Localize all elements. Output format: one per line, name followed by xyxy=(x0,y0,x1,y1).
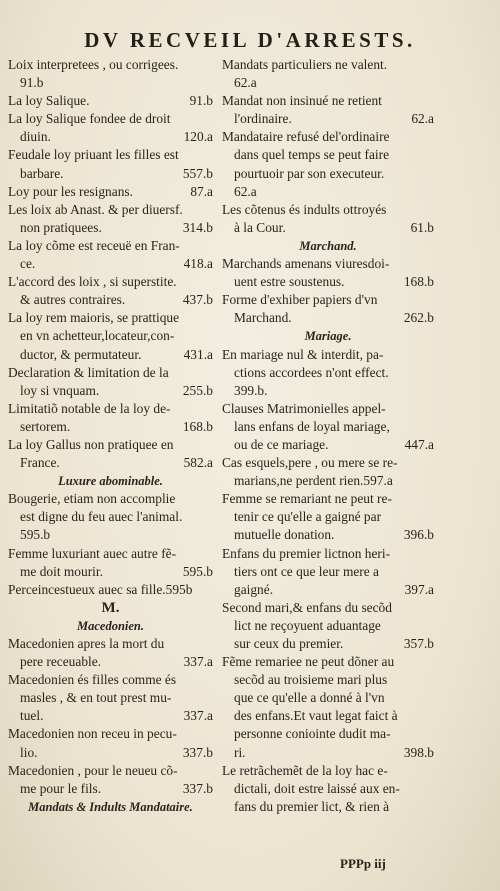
page-reference: 255.b xyxy=(182,382,213,398)
entry-text: La loy Gallus non pratiquee en xyxy=(8,436,174,452)
page-reference: 447.a xyxy=(404,436,434,452)
index-line xyxy=(222,581,434,599)
index-line xyxy=(222,346,434,364)
page-reference: 418.a xyxy=(183,256,213,272)
index-line xyxy=(222,725,434,743)
index-line xyxy=(8,237,213,255)
index-line xyxy=(222,165,434,183)
index-line xyxy=(8,472,213,490)
index-line xyxy=(8,635,213,653)
index-line xyxy=(8,508,213,526)
entry-text: que ce qu'elle a donné à l'vn xyxy=(234,690,385,706)
entry-text: des enfans.Et vaut legat faict à xyxy=(234,708,398,724)
entry-text: masles , & en tout prest mu- xyxy=(20,690,172,706)
entry-text: Macedonien non receu in pecu- xyxy=(8,726,177,742)
page-reference: 62.a xyxy=(411,111,434,127)
entry-text: lans enfans de loyal mariage, xyxy=(234,418,390,434)
index-line xyxy=(222,273,434,291)
index-line xyxy=(8,165,213,183)
entry-text: & autres contraires. xyxy=(20,292,126,308)
entry-text: France. xyxy=(20,455,60,471)
index-line xyxy=(222,291,434,309)
index-line xyxy=(222,327,434,345)
index-line xyxy=(8,653,213,671)
entry-text: Perceincestueux auec sa fille.595b xyxy=(8,581,193,597)
entry-text: ductor, & permutateur. xyxy=(20,346,142,362)
entry-text: 399.b. xyxy=(234,382,268,398)
entry-text: Clauses Matrimonielles appel- xyxy=(222,400,386,416)
index-line xyxy=(8,545,213,563)
index-line xyxy=(222,128,434,146)
page-reference: 396.b xyxy=(403,527,434,543)
entry-text: Macedonien , pour le neueu cõ- xyxy=(8,762,178,778)
entry-text: mutuelle donation. xyxy=(234,527,335,543)
index-line xyxy=(8,581,213,599)
index-line xyxy=(222,92,434,110)
entry-text: Femme se remariant ne peut re- xyxy=(222,491,392,507)
entry-text: marians,ne perdent rien.597.a xyxy=(234,473,393,489)
index-line xyxy=(222,617,434,635)
index-line xyxy=(222,183,434,201)
entry-text: lict ne reçoyuent aduantage xyxy=(234,617,381,633)
index-line xyxy=(222,400,434,418)
entry-text: non pratiquees. xyxy=(20,219,102,235)
page-reference: 397.a xyxy=(404,581,434,597)
index-line xyxy=(8,255,213,273)
entry-text: 595.b xyxy=(20,527,51,543)
index-line xyxy=(222,635,434,653)
index-line xyxy=(222,689,434,707)
index-line xyxy=(8,364,213,382)
page-reference: 595.b xyxy=(182,563,213,579)
entry-text: Macedonien és filles comme és xyxy=(8,672,177,688)
entry-text: La loy cõme est receuë en Fran- xyxy=(8,237,180,253)
entry-text: Luxure abominable. xyxy=(58,474,163,489)
index-line xyxy=(8,327,213,345)
entry-text: sur ceux du premier. xyxy=(234,636,344,651)
entry-text: Macedonien. xyxy=(76,618,144,633)
entry-text: en vn achetteur,locateur,con- xyxy=(20,328,175,344)
entry-text: Marchands amenans viuresdoi- xyxy=(222,256,390,272)
entry-text: Feudale loy priuant les filles est xyxy=(8,147,179,163)
page-reference: 337.b xyxy=(182,780,213,796)
entry-text: Mandat non insinué ne retient xyxy=(222,93,382,109)
index-line xyxy=(222,563,434,581)
entry-text: Loy pour les resignans. xyxy=(8,183,133,199)
index-line xyxy=(8,762,213,780)
index-line xyxy=(222,237,434,255)
index-line xyxy=(222,707,434,725)
index-line xyxy=(222,526,434,544)
index-line xyxy=(8,382,213,400)
index-line xyxy=(8,146,213,164)
entry-text: 91.b xyxy=(20,75,44,91)
entry-text: tiers ont ce que leur mere a xyxy=(234,563,379,579)
page-reference: 262.b xyxy=(403,310,434,326)
index-line xyxy=(222,146,434,164)
entry-text: Les cõtenus és indults ottroyés xyxy=(222,201,387,217)
index-line xyxy=(8,183,213,201)
page-reference: 120.a xyxy=(183,129,213,145)
index-line xyxy=(8,309,213,327)
index-line xyxy=(222,653,434,671)
entry-text: pere receuable. xyxy=(20,654,102,670)
entry-text: 62.a xyxy=(234,183,257,199)
entry-text: La loy Salique fondee de droit xyxy=(8,111,171,127)
page-reference: 557.b xyxy=(182,165,213,181)
index-line xyxy=(8,110,213,128)
index-line xyxy=(222,545,434,563)
page-reference: 357.b xyxy=(403,636,434,651)
entry-text: à la Cour. xyxy=(234,219,286,235)
index-line xyxy=(8,219,213,237)
index-line xyxy=(8,273,213,291)
index-line xyxy=(8,56,213,74)
index-line xyxy=(8,454,213,472)
index-line xyxy=(222,255,434,273)
index-line xyxy=(222,201,434,219)
page-reference: 314.b xyxy=(182,219,213,235)
entry-text: est digne du feu auec l'animal. xyxy=(20,509,183,525)
index-line xyxy=(222,418,434,436)
entry-text: La loy Salique. xyxy=(8,93,90,109)
index-line xyxy=(8,74,213,92)
running-header: DV RECVEIL D'ARRESTS. xyxy=(84,28,416,52)
index-line xyxy=(222,744,434,762)
entry-text: Mandats particuliers ne valent. xyxy=(222,57,388,72)
index-line xyxy=(222,382,434,400)
entry-text: tuel. xyxy=(20,708,44,724)
entry-text: lio. xyxy=(20,744,38,760)
page-reference: 91.b xyxy=(189,93,213,109)
entry-text: En mariage nul & interdit, pa- xyxy=(222,346,384,362)
index-line xyxy=(8,617,213,635)
entry-text: Macedonien apres la mort du xyxy=(8,636,165,651)
index-line xyxy=(222,798,434,816)
index-line xyxy=(8,798,213,816)
index-line xyxy=(8,599,213,617)
index-line xyxy=(8,436,213,454)
index-line xyxy=(8,400,213,418)
entry-text: barbare. xyxy=(20,165,64,181)
page-reference: 168.b xyxy=(403,274,434,290)
entry-text: pourtuoir par son executeur. xyxy=(234,165,385,181)
index-line xyxy=(222,436,434,454)
entry-text: Les loix ab Anast. & per diuersf. xyxy=(8,201,183,217)
index-line xyxy=(222,508,434,526)
page-reference: 431.a xyxy=(183,346,213,362)
entry-text: Mandats & Indults Mandataire. xyxy=(28,799,193,814)
index-line xyxy=(222,56,434,74)
entry-text: fans du premier lict, & rien à xyxy=(234,798,390,814)
entry-text: Mandataire refusé del'ordinaire xyxy=(222,129,390,145)
entry-text: ri. xyxy=(234,744,246,760)
index-line xyxy=(8,92,213,110)
entry-text: uent estre soustenus. xyxy=(234,274,345,290)
right-column xyxy=(222,56,434,816)
entry-text: Limitatiõ notable de la loy de- xyxy=(8,400,171,416)
entry-text: 62.a xyxy=(234,75,257,91)
entry-text: l'ordinaire. xyxy=(234,111,292,127)
index-line xyxy=(222,454,434,472)
entry-text: dans quel temps se peut faire xyxy=(234,147,390,163)
index-line xyxy=(8,418,213,436)
entry-text: Loix interpretees , ou corrigees. xyxy=(8,57,179,72)
entry-text: ce. xyxy=(20,256,36,272)
index-line xyxy=(8,128,213,146)
entry-text: me pour le fils. xyxy=(20,780,102,796)
entry-text: L'accord des loix , si superstite. xyxy=(8,274,177,290)
index-line xyxy=(222,762,434,780)
index-line xyxy=(8,563,213,581)
entry-text: loy si vnquam. xyxy=(20,382,100,398)
index-line xyxy=(222,780,434,798)
entry-text: Second mari,& enfans du secõd xyxy=(222,599,392,615)
index-line xyxy=(8,526,213,544)
index-line xyxy=(8,689,213,707)
entry-text: diuin. xyxy=(20,129,51,145)
index-line xyxy=(222,472,434,490)
entry-text: Enfans du premier lictnon heri- xyxy=(222,545,391,561)
page-reference: 582.a xyxy=(183,455,213,471)
index-line xyxy=(222,364,434,382)
entry-text: Fẽme remariee ne peut dõner au xyxy=(222,654,395,670)
index-line xyxy=(222,599,434,617)
entry-text: Le retrãchemẽt de la loy hac e- xyxy=(222,762,388,778)
index-line xyxy=(8,707,213,725)
entry-text: tenir ce qu'elle a gaigné par xyxy=(234,509,382,525)
entry-text: Marchand. xyxy=(299,238,357,253)
entry-text: Bougerie, etiam non accomplie xyxy=(8,491,176,507)
entry-text: La loy rem maioris, se prattique xyxy=(8,310,180,326)
left-column xyxy=(8,56,213,816)
index-line xyxy=(8,671,213,689)
entry-text: ctions accordees n'ont effect. xyxy=(234,364,389,380)
page-reference: 168.b xyxy=(182,418,213,434)
entry-text: me doit mourir. xyxy=(20,563,103,579)
page-reference: 87.a xyxy=(190,183,213,199)
index-line xyxy=(8,744,213,762)
index-line xyxy=(222,74,434,92)
entry-text: dictali, doit estre laissé aux en- xyxy=(234,780,400,796)
index-line xyxy=(8,725,213,743)
index-line xyxy=(222,219,434,237)
index-line xyxy=(222,671,434,689)
index-line xyxy=(222,110,434,128)
entry-text: personne coniointe dudit ma- xyxy=(234,726,391,742)
page-reference: 61.b xyxy=(410,219,434,235)
entry-text: gaigné. xyxy=(234,581,274,597)
index-line xyxy=(8,490,213,508)
index-line xyxy=(8,291,213,309)
entry-text: Forme d'exhiber papiers d'vn xyxy=(222,292,378,308)
entry-text: ou de ce mariage. xyxy=(234,436,329,452)
page-reference: 437.b xyxy=(182,292,213,308)
page-reference: 337.b xyxy=(182,744,213,760)
entry-text: Cas esquels,pere , ou mere se re- xyxy=(222,455,398,471)
entry-text: Femme luxuriant auec autre fẽ- xyxy=(8,545,177,561)
entry-text: secõd au troisieme mari plus xyxy=(234,672,388,688)
index-line xyxy=(8,201,213,219)
page-reference: 398.b xyxy=(403,744,434,760)
index-line xyxy=(222,490,434,508)
entry-text: Declaration & limitation de la xyxy=(8,364,169,380)
entry-text: Marchand. xyxy=(234,310,292,326)
page-reference: 337.a xyxy=(183,708,213,724)
signature-mark: PPPp iij xyxy=(340,856,386,871)
index-line xyxy=(8,346,213,364)
page-reference: 337.a xyxy=(183,654,213,670)
index-line xyxy=(8,780,213,798)
entry-text: M. xyxy=(101,599,120,616)
entry-text: sertorem. xyxy=(20,418,71,434)
entry-text: Mariage. xyxy=(304,329,352,344)
index-line xyxy=(222,309,434,327)
